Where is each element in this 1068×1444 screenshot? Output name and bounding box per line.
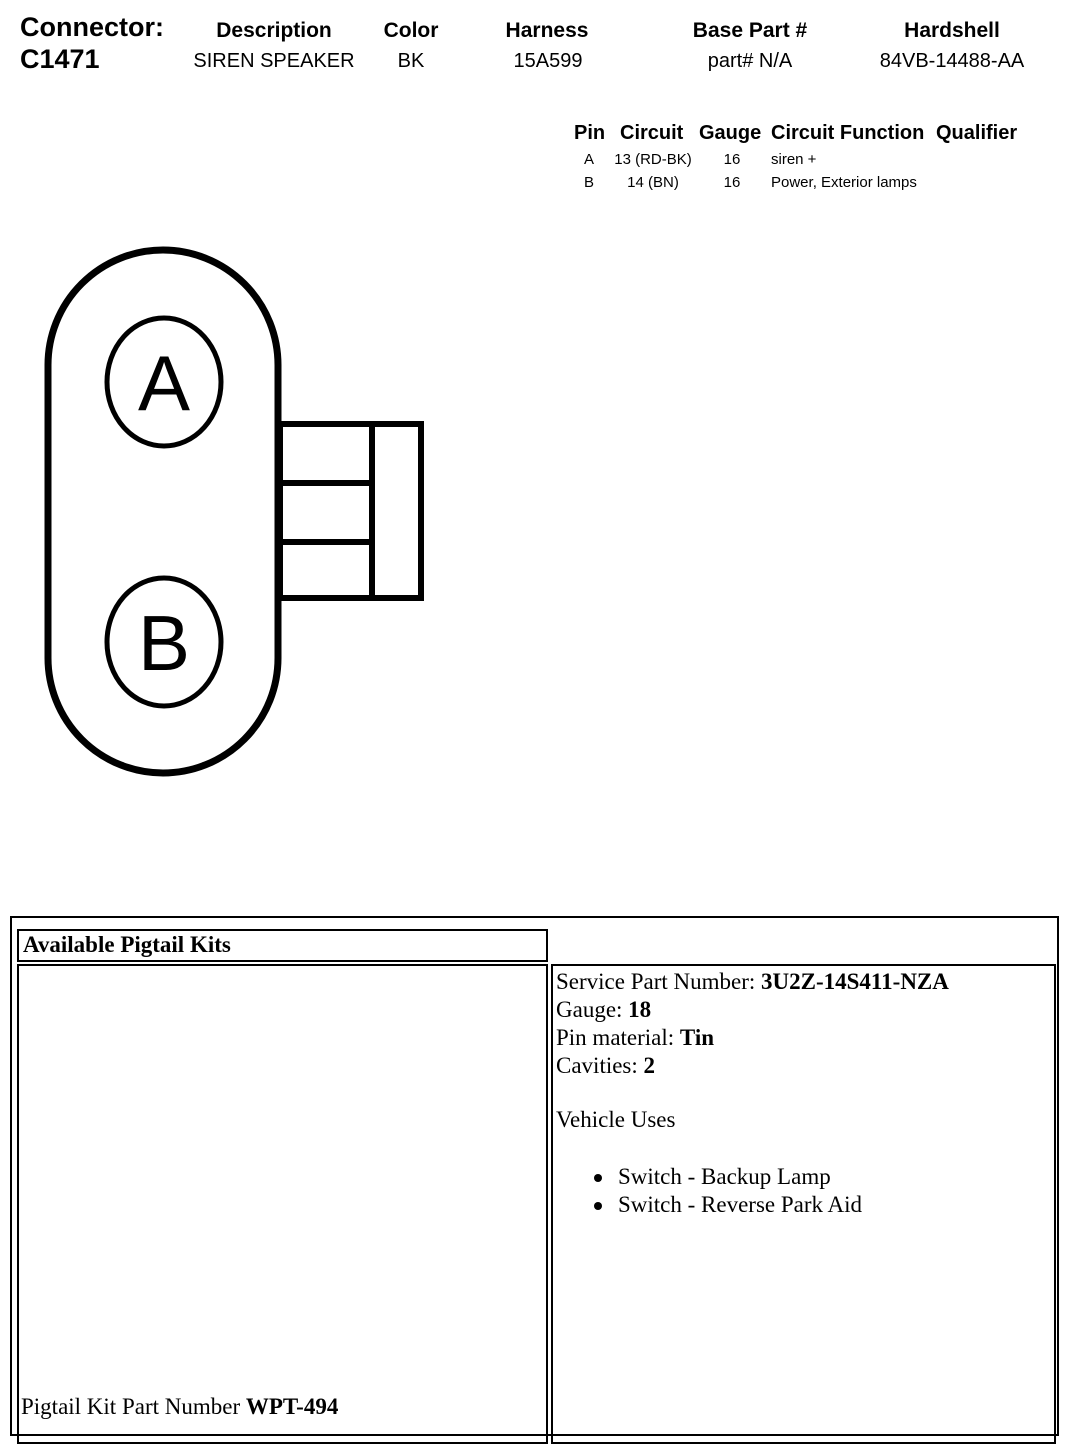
list-item: Switch - Reverse Park Aid — [556, 1191, 1051, 1219]
pin-row-a-function: siren + — [771, 151, 817, 168]
connector-id: C1471 — [20, 44, 100, 74]
header-value-color: BK — [397, 50, 425, 72]
pin-row-b-function: Power, Exterior lamps — [771, 174, 917, 191]
pigtail-kits-table — [10, 916, 1059, 1436]
pin-row-b-gauge: 16 — [723, 174, 741, 191]
connector-label: Connector: — [20, 12, 164, 42]
connector-face-diagram — [0, 230, 460, 800]
pin-a-label: A — [137, 339, 191, 427]
pin-row-b-circuit: 14 (BN) — [627, 174, 679, 191]
pigtail-kit-part-number: Pigtail Kit Part Number WPT-494 — [21, 1394, 339, 1419]
vehicle-uses-label: Vehicle Uses — [556, 1107, 676, 1132]
header-label-harness: Harness — [505, 19, 589, 42]
header-value-harness: 15A599 — [513, 50, 583, 72]
pin-header-circuit: Circuit — [620, 122, 684, 144]
list-item: Switch - Backup Lamp — [556, 1163, 1051, 1191]
gauge-line: Gauge: 18 — [556, 997, 652, 1022]
header-label-description: Description — [216, 19, 332, 42]
header-label-base-part: Base Part # — [692, 19, 808, 42]
header-label-hardshell: Hardshell — [904, 19, 1000, 42]
service-part-number: Service Part Number: 3U2Z-14S411-NZA — [556, 969, 949, 994]
header-value-base-part: part# N/A — [707, 50, 793, 72]
cavities-line: Cavities: 2 — [556, 1053, 656, 1078]
header-value-hardshell: 84VB-14488-AA — [879, 50, 1025, 72]
pigtail-kit-image-cell — [17, 964, 548, 1444]
pigtail-kit-details-cell — [551, 964, 1056, 1444]
vehicle-uses-list — [556, 1163, 1051, 1219]
pin-header-pin: Pin — [574, 122, 606, 144]
pin-row-b-pin: B — [583, 174, 595, 191]
header-value-description: SIREN SPEAKER — [193, 50, 355, 72]
pin-header-gauge: Gauge — [699, 122, 762, 144]
header-label-color: Color — [383, 19, 439, 42]
pin-b-label: B — [137, 599, 191, 687]
connector-housing-outline — [48, 250, 278, 773]
pin-row-a-pin: A — [583, 151, 595, 168]
pigtail-kits-title-cell — [17, 929, 548, 962]
connector-latch-tab — [280, 424, 421, 598]
pin-header-qualifier: Qualifier — [936, 122, 1018, 144]
pin-row-a-gauge: 16 — [723, 151, 741, 168]
pigtail-kits-title: Available Pigtail Kits — [23, 932, 231, 957]
pin-material-line: Pin material: Tin — [556, 1025, 715, 1050]
pin-header-function: Circuit Function — [771, 122, 925, 144]
pin-row-a-circuit: 13 (RD-BK) — [614, 151, 692, 168]
